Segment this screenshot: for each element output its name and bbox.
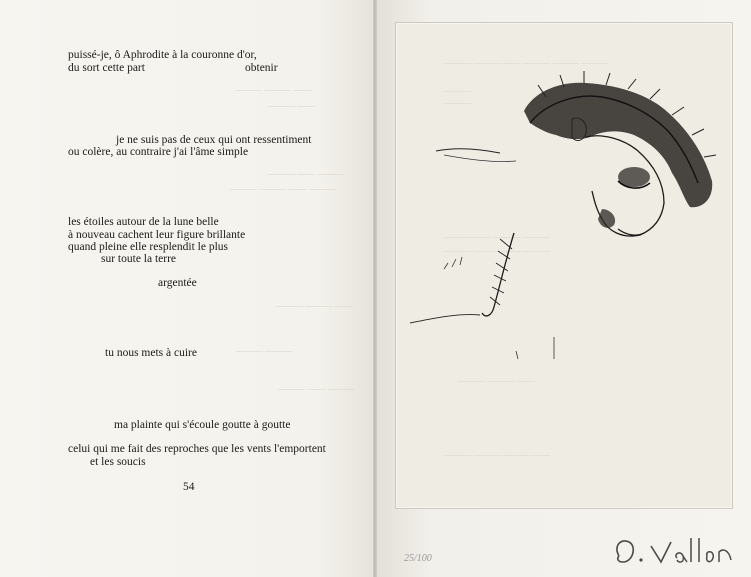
book-gutter: [373, 0, 377, 577]
nose-shadow: [598, 209, 615, 228]
show-through-text: ——— ——— ——: [276, 301, 353, 311]
sketch-marks: [444, 257, 462, 269]
show-through-text: ——— ——: [268, 101, 316, 111]
show-through-text: ——— ——— —— ———: [444, 246, 550, 256]
show-through-text: ——— —— ———: [278, 384, 355, 394]
verse-line: tu nous mets à cuire: [105, 347, 197, 359]
show-through-text: ——— ——— —— ———: [230, 184, 336, 194]
shoulder-hatching: [444, 155, 516, 162]
verse-line: sur toute la terre: [101, 253, 177, 265]
verse-line: quand pleine elle resplendit le plus: [68, 241, 228, 253]
show-through-text: ——— —— ——— ———: [444, 232, 550, 242]
verse-line: et les soucis: [90, 456, 146, 468]
verse-line: ma plainte qui s'écoule goutte à goutte: [114, 419, 291, 431]
show-through-text: ——— ———: [236, 346, 293, 356]
show-through-text: ———: [444, 98, 471, 108]
artist-signature: [607, 532, 737, 572]
show-through-text: ——— —— ———: [268, 169, 345, 179]
verse-line: puissé-je, ô Aphrodite à la couronne d'or,: [68, 49, 257, 61]
edition-number: 25/100: [404, 553, 432, 564]
verse-line: celui qui me fait des reproches que les vents l'emportent: [68, 443, 326, 455]
verse-line: argentée: [158, 277, 197, 289]
verse-line: les étoiles autour de la lune belle: [68, 216, 219, 228]
mouth-line: [618, 229, 644, 235]
show-through-text: ——— ——— ——: [458, 376, 535, 386]
show-through-text: ——— ——— ——— ——: [444, 450, 550, 460]
page-number: 54: [183, 481, 195, 493]
hand-line: [410, 315, 480, 323]
shoulder-line: [436, 149, 500, 153]
etching-illustration: [396, 23, 732, 508]
verse-line: obtenir: [245, 62, 278, 74]
etching-plate: [395, 22, 733, 509]
verse-line: du sort cette part: [68, 62, 145, 74]
sketch-marks: [516, 337, 554, 359]
show-through-text: ——— ——— —— ——— ——— ———: [444, 58, 609, 68]
verse-line: à nouveau cachent leur figure brillante: [68, 229, 246, 241]
verse-line: ou colère, au contraire j'ai l'âme simple: [68, 146, 249, 158]
show-through-text: ——— ——— ——: [235, 85, 312, 95]
verse-line: je ne suis pas de ceux qui ont ressentiment: [116, 134, 312, 146]
show-through-text: ———: [444, 86, 471, 96]
